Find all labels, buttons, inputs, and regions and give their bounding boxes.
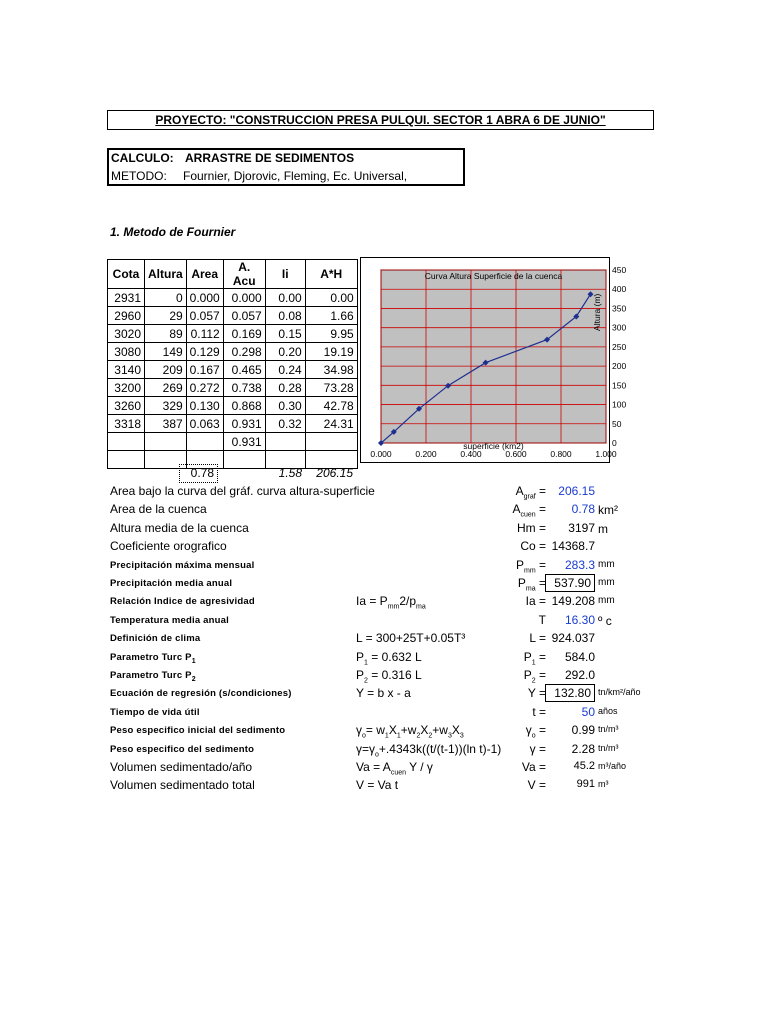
- table-row: [108, 325, 358, 343]
- result-unit: tn/km²/año: [598, 687, 641, 697]
- result-label: Area bajo la curva del gráf. curva altura-superficie: [110, 484, 375, 498]
- result-label: Relación Indice de agresividad: [110, 596, 255, 607]
- result-value: 283.3: [564, 558, 595, 572]
- table-cell: 269: [145, 379, 187, 397]
- result-unit: km²: [598, 503, 618, 517]
- table-cell: 0: [145, 289, 187, 307]
- result-value: 584.0: [564, 650, 595, 664]
- table-header: Ii: [265, 260, 305, 289]
- result-unit: º c: [598, 614, 612, 628]
- table-cell: 0.15: [265, 325, 305, 343]
- result-unit: mm: [598, 559, 615, 570]
- result-formula: $Va = A_{cuen}$ Y / γ: [356, 760, 433, 777]
- table-cell: 0.272: [186, 379, 223, 397]
- result-symbol: Y =: [527, 686, 546, 700]
- table-cell: 3200: [108, 379, 145, 397]
- table-row: [108, 379, 358, 397]
- result-label: Temperatura media anual: [110, 615, 229, 626]
- table-cell: 0.169: [223, 325, 265, 343]
- result-symbol: t =: [532, 705, 546, 719]
- result-symbol: T: [538, 613, 546, 627]
- calc-header: [107, 148, 465, 186]
- table-cell: 329: [145, 397, 187, 415]
- table-cell: 9.95: [305, 325, 357, 343]
- result-label: Area de la cuenca: [110, 502, 207, 516]
- table-row: [108, 343, 358, 361]
- result-unit: m³: [598, 779, 609, 789]
- result-formula: $P_2 = 0.316$ L: [356, 668, 422, 685]
- result-symbol: Ia =: [525, 594, 546, 608]
- plot-area: [381, 270, 606, 443]
- table-cell: [265, 433, 305, 451]
- result-value: 3197: [568, 521, 595, 535]
- table-cell: 0.32: [265, 415, 305, 433]
- result-unit: m³/año: [598, 761, 627, 771]
- total-ah: 206.15: [316, 466, 353, 480]
- table-cell: 149: [145, 343, 187, 361]
- table-cell: 0.130: [186, 397, 223, 415]
- table-cell: [223, 451, 265, 469]
- y-tick-label: 450: [612, 265, 627, 275]
- table-cell: 387: [145, 415, 187, 433]
- calc-value: ARRASTRE DE SEDIMENTOS: [185, 151, 355, 165]
- result-symbol: Co =: [520, 539, 546, 553]
- table-row: [108, 433, 358, 451]
- result-symbol: $A_{cuen}$ =: [512, 502, 546, 519]
- table-cell: 0.931: [223, 415, 265, 433]
- table-cell: 24.31: [305, 415, 357, 433]
- result-value: 14368.7: [551, 539, 595, 553]
- table-header: Altura: [145, 260, 187, 289]
- table-cell: 42.78: [305, 397, 357, 415]
- table-cell: 0.057: [223, 307, 265, 325]
- result-value: 16.30: [564, 613, 595, 627]
- result-unit: mm: [598, 577, 615, 588]
- result-label: Ecuación de regresión (s/condiciones): [110, 688, 292, 699]
- chart-svg: [361, 258, 627, 464]
- result-symbol: $P_{ma}$ =: [517, 576, 546, 593]
- table-cell: 0.129: [186, 343, 223, 361]
- table-cell: 3260: [108, 397, 145, 415]
- table-cell: 0.00: [265, 289, 305, 307]
- table-header: Cota: [108, 260, 145, 289]
- result-value: 537.90: [545, 574, 595, 592]
- result-unit: m: [598, 522, 608, 536]
- x-tick-label: 1.000: [595, 449, 617, 459]
- table-row: [108, 307, 358, 325]
- result-label: Parametro Turc $P_1$: [110, 652, 196, 665]
- result-label: Definición de clima: [110, 633, 201, 644]
- table-cell: 1.66: [305, 307, 357, 325]
- result-value: 292.0: [564, 668, 595, 682]
- result-symbol: $P_{mm}$ =: [515, 558, 546, 575]
- calc-label: CALCULO:: [111, 151, 174, 165]
- method-label: METODO:: [111, 169, 167, 183]
- table-cell: 0.00: [305, 289, 357, 307]
- x-axis-label: superficie (km2): [463, 441, 524, 451]
- table-cell: 29: [145, 307, 187, 325]
- table-header: A. Acu: [223, 260, 265, 289]
- result-label: Precipitación máxima mensual: [110, 560, 255, 571]
- table-cell: 89: [145, 325, 187, 343]
- table-cell: [186, 433, 223, 451]
- result-formula: $\gamma_o= w_1X_1+w_2X_2+w_3X_3$: [356, 723, 464, 740]
- table-cell: 3318: [108, 415, 145, 433]
- result-value: 991: [576, 778, 595, 790]
- result-label: Volumen sedimentado total: [110, 778, 255, 792]
- altura-superficie-chart: [360, 257, 627, 463]
- table-cell: 19.19: [305, 343, 357, 361]
- table-cell: 0.24: [265, 361, 305, 379]
- table-header: A*H: [305, 260, 357, 289]
- table-cell: 3080: [108, 343, 145, 361]
- y-tick-label: 50: [612, 418, 622, 429]
- y-tick-label: 0: [612, 438, 617, 448]
- table-cell: 0.298: [223, 343, 265, 361]
- table-cell: 0.057: [186, 307, 223, 325]
- project-title: PROYECTO: "CONSTRUCCION PRESA PULQUI. SECTOR 1 ABRA 6 DE JUNIO": [107, 110, 654, 130]
- table-cell: 0.112: [186, 325, 223, 343]
- table-row: [108, 361, 358, 379]
- x-tick-label: 0.200: [415, 449, 437, 459]
- table-cell: 73.28: [305, 379, 357, 397]
- y-tick-label: 150: [612, 380, 627, 391]
- result-symbol: $P_2$ =: [523, 668, 546, 685]
- table-header: Area: [186, 260, 223, 289]
- y-tick-label: 200: [612, 361, 627, 372]
- result-value: 132.80: [545, 684, 595, 702]
- table-row: [108, 415, 358, 433]
- x-tick-label: 0.600: [505, 449, 527, 459]
- result-value: 149.208: [551, 594, 595, 608]
- result-formula: Y = b x - a: [356, 686, 411, 700]
- table-cell: [108, 451, 145, 469]
- table-cell: 0.063: [186, 415, 223, 433]
- result-formula: V = Va t: [356, 778, 399, 792]
- result-unit: tn/m³: [598, 743, 619, 753]
- y-tick-label: 350: [612, 303, 627, 314]
- table-row: [108, 289, 358, 307]
- table-cell: 0.000: [223, 289, 265, 307]
- table-cell: 0.30: [265, 397, 305, 415]
- total-ii: 1.58: [278, 466, 302, 480]
- result-label: Altura media de la cuenca: [110, 521, 249, 535]
- result-formula: $Ia = P_{mm}2/p_{ma}$: [356, 594, 426, 611]
- y-tick-label: 400: [612, 284, 627, 295]
- result-formula: L = 300+25T+0.05T³: [356, 631, 466, 645]
- table-cell: 0.167: [186, 361, 223, 379]
- result-symbol: V =: [527, 778, 546, 792]
- y-tick-label: 250: [612, 341, 627, 352]
- result-symbol: γ =: [529, 742, 546, 756]
- table-cell: 209: [145, 361, 187, 379]
- result-symbol: $P_1$ =: [523, 650, 546, 667]
- table-cell: [305, 433, 357, 451]
- result-value: 50: [581, 705, 595, 719]
- y-tick-label: 300: [612, 322, 627, 333]
- table-cell: 2931: [108, 289, 145, 307]
- fournier-table: [107, 259, 358, 469]
- x-tick-label: 0.000: [370, 449, 392, 459]
- result-label: Precipitación media anual: [110, 578, 233, 589]
- table-cell: [108, 433, 145, 451]
- result-symbol: Hm =: [516, 521, 546, 535]
- result-value: 2.28: [571, 742, 595, 756]
- result-label: Tiempo de vida útil: [110, 707, 200, 718]
- table-cell: 0.20: [265, 343, 305, 361]
- result-formula: $\gamma=\gamma_o+.4343k((t/(t-1))(\ln$ t)-1): [356, 742, 502, 759]
- table-cell: 0.931: [223, 433, 265, 451]
- result-value: 0.99: [571, 723, 595, 737]
- table-cell: 0.28: [265, 379, 305, 397]
- table-cell: 34.98: [305, 361, 357, 379]
- table-row: [108, 397, 358, 415]
- result-value: 924.037: [551, 631, 595, 645]
- total-area: 0.78: [179, 464, 218, 483]
- result-symbol: $\gamma_o$ =: [525, 723, 546, 740]
- result-unit: tn/m³: [598, 724, 619, 734]
- result-label: Coeficiente orografico: [110, 539, 227, 553]
- chart-title: Curva Altura Superficie de la cuenca: [424, 271, 563, 281]
- table-cell: 0.868: [223, 397, 265, 415]
- section-title: 1. Metodo de Fournier: [110, 225, 236, 239]
- table-cell: [145, 433, 187, 451]
- x-tick-label: 0.400: [460, 449, 482, 459]
- x-tick-label: 0.800: [550, 449, 572, 459]
- result-label: Parametro Turc $P_2$: [110, 670, 196, 683]
- result-label: Peso especifico del sedimento: [110, 744, 255, 755]
- y-axis-label: Altura (m): [592, 293, 602, 331]
- result-unit: años: [598, 706, 618, 716]
- table-cell: 2960: [108, 307, 145, 325]
- result-value: 0.78: [571, 502, 595, 516]
- y-tick-label: 100: [612, 399, 627, 410]
- result-label: Volumen sedimentado/año: [110, 760, 253, 774]
- result-symbol: L =: [529, 631, 546, 645]
- result-value: 206.15: [558, 484, 595, 498]
- table-cell: 0.465: [223, 361, 265, 379]
- result-value: 45.2: [573, 760, 595, 772]
- table-cell: 3140: [108, 361, 145, 379]
- result-symbol: $A_{graf}$ =: [515, 484, 546, 501]
- table-cell: 3020: [108, 325, 145, 343]
- table-cell: 0.738: [223, 379, 265, 397]
- result-label: Peso especifico inicial del sedimento: [110, 725, 286, 736]
- result-formula: $P_1 = 0.632$ L: [356, 650, 422, 667]
- table-cell: 0.000: [186, 289, 223, 307]
- table-cell: 0.08: [265, 307, 305, 325]
- result-symbol: Va =: [521, 760, 546, 774]
- method-value: Fournier, Djorovic, Fleming, Ec. Universal,: [183, 169, 408, 183]
- result-unit: mm: [598, 595, 615, 606]
